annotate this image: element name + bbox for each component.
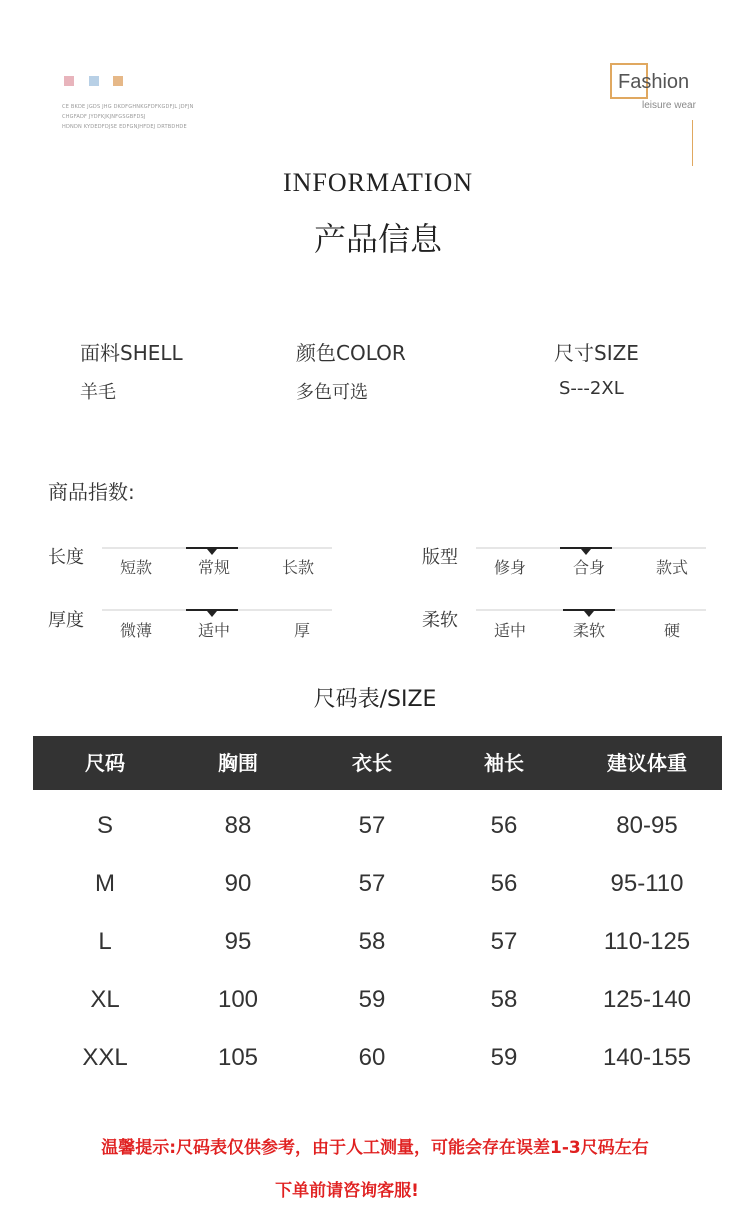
scale-softness-option-2: 柔软 xyxy=(573,621,606,640)
table-cell: 105 xyxy=(217,1044,259,1071)
spec-shell-label: 面料SHELL xyxy=(80,341,183,365)
deco-text-line-3: HDNDN KYDEDFDJSE EDFGNJHFDEJ DRTBDHDE xyxy=(62,124,187,130)
scale-softness-option-1: 适中 xyxy=(494,621,527,640)
deco-text-line-2: CHGFADF JYDFKJKJNFGSGBFDSJ xyxy=(62,114,146,120)
table-cell: 59 xyxy=(490,1044,518,1071)
table-cell: 57 xyxy=(358,812,386,839)
scale-thickness-label: 厚度 xyxy=(48,610,84,631)
table-cell: 57 xyxy=(358,870,386,897)
deco-text-line-1: CE BKDE JGDS JHG DKDFGHNKGFDFKGDFJL JDFJN xyxy=(62,104,194,110)
table-cell: 110-125 xyxy=(603,928,691,955)
table-cell: 125-140 xyxy=(602,986,692,1013)
header-sleeve: 袖长 xyxy=(484,751,524,775)
notice-line-1: 温馨提示:尺码表仅供参考，由于人工测量，可能会存在误差1-3尺码左右 xyxy=(101,1138,649,1158)
header-size: 尺码 xyxy=(85,751,125,775)
size-table-header xyxy=(33,736,722,790)
header-length: 衣长 xyxy=(352,751,392,775)
info-title: INFORMATION xyxy=(282,168,474,197)
scale-length-option-2: 常规 xyxy=(198,558,231,577)
scale-thickness-option-1: 微薄 xyxy=(120,621,153,640)
fashion-title: Fashion xyxy=(618,71,690,93)
table-cell: 58 xyxy=(358,928,386,955)
table-cell: 90 xyxy=(224,870,252,897)
spec-color-label: 颜色COLOR xyxy=(296,341,406,365)
swatch-pink xyxy=(64,76,74,86)
table-cell: 60 xyxy=(358,1044,386,1071)
size-table-title: 尺码表/SIZE xyxy=(313,687,437,712)
scale-fit-option-1: 修身 xyxy=(494,558,527,577)
scale-thickness-pointer-icon xyxy=(207,611,217,617)
scale-thickness-option-3: 厚 xyxy=(294,621,311,640)
spec-shell-value: 羊毛 xyxy=(80,382,116,403)
fashion-subtitle: leisure wear xyxy=(642,100,696,111)
table-cell: XXL xyxy=(82,1044,128,1071)
scale-softness-pointer-icon xyxy=(584,611,594,617)
table-cell: 80-95 xyxy=(616,812,678,839)
scale-length-option-3: 长款 xyxy=(282,558,315,577)
scale-softness-option-3: 硬 xyxy=(664,621,681,640)
table-cell: 56 xyxy=(490,812,518,839)
table-cell: 88 xyxy=(224,812,252,839)
header-weight: 建议体重 xyxy=(607,751,687,775)
spec-size-label: 尺寸SIZE xyxy=(554,341,639,365)
table-cell: S xyxy=(96,812,113,839)
spec-size-value: S---2XL xyxy=(559,378,624,399)
table-cell: 59 xyxy=(358,986,386,1013)
table-cell: 58 xyxy=(490,986,518,1013)
table-cell: 100 xyxy=(217,986,259,1013)
table-cell: 140-155 xyxy=(602,1044,692,1071)
index-title: 商品指数: xyxy=(48,480,135,504)
table-cell: L xyxy=(98,928,112,955)
table-cell: XL xyxy=(90,986,120,1013)
scale-softness-label: 柔软 xyxy=(422,610,458,631)
scale-fit-label: 版型 xyxy=(422,547,458,568)
table-cell: 56 xyxy=(490,870,518,897)
info-subtitle: 产品信息 xyxy=(313,220,442,258)
fashion-divider xyxy=(692,120,693,166)
header-chest: 胸围 xyxy=(218,751,258,775)
scale-fit-option-2: 合身 xyxy=(573,558,606,577)
table-cell: 95 xyxy=(224,928,252,955)
spec-color-value: 多色可选 xyxy=(296,382,368,403)
scale-fit-option-3: 款式 xyxy=(656,558,689,577)
table-cell: M xyxy=(95,870,115,897)
scale-thickness-option-2: 适中 xyxy=(198,621,231,640)
scale-length-label: 长度 xyxy=(48,547,84,568)
swatch-blue xyxy=(89,76,99,86)
notice-line-2: 下单前请咨询客服! xyxy=(275,1181,419,1201)
scale-length-option-1: 短款 xyxy=(120,558,153,577)
table-cell: 95-110 xyxy=(610,870,684,897)
table-cell: 57 xyxy=(490,928,518,955)
swatch-orange xyxy=(113,76,123,86)
